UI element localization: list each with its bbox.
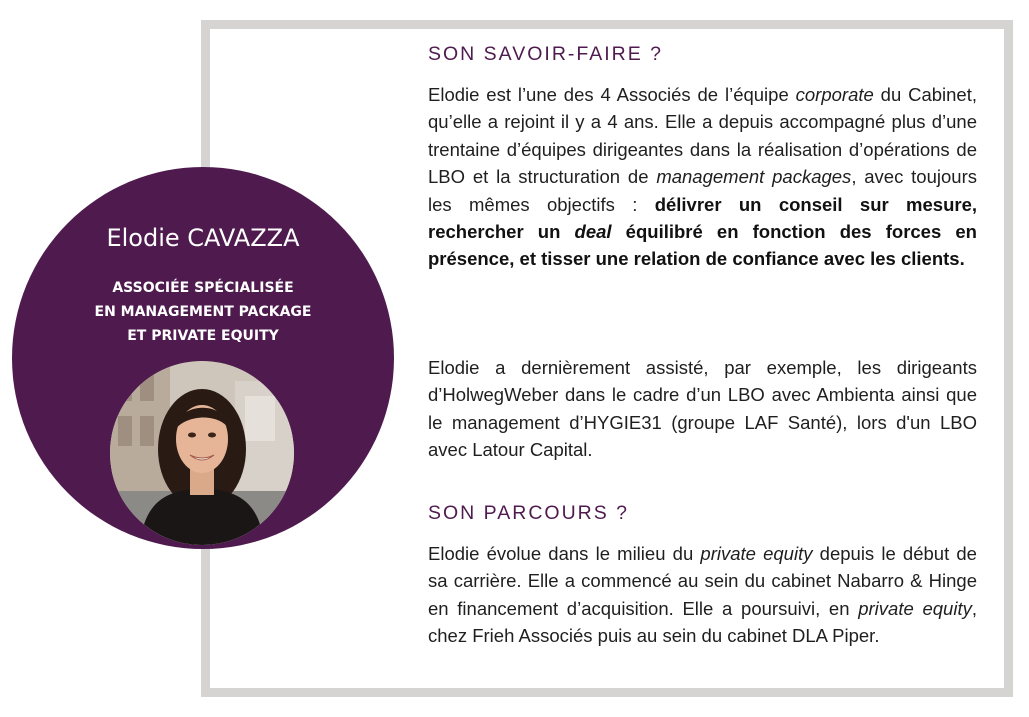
portrait-illustration <box>110 361 294 545</box>
italic-span: private equity <box>858 597 972 619</box>
profile-name: Elodie CAVAZZA <box>106 224 300 252</box>
text-span: , avec toujours les mêmes objectifs : <box>428 166 977 215</box>
text-span: , chez Frieh Associés puis au sein du cabinet DLA Piper. <box>428 597 977 647</box>
savoir-faire-paragraph <box>428 81 977 273</box>
italic-span: private equity <box>700 543 813 564</box>
bold-italic-span: deal <box>574 221 612 243</box>
bold-span: délivrer un conseil sur mesure, rechercher un <box>428 193 977 243</box>
text-span: Elodie évolue dans le milieu du <box>428 543 701 564</box>
profile-photo <box>110 361 294 545</box>
role-line: EN MANAGEMENT PACKAGE <box>94 304 312 320</box>
role-line: ASSOCIÉE SPÉCIALISÉE <box>112 280 294 296</box>
text-span: Elodie est l’une des 4 Associés de l’équipe <box>428 84 796 105</box>
profile-role <box>12 276 394 348</box>
section-heading-parcours: SON PARCOURS ? <box>428 502 630 524</box>
text-span: depuis le début de sa carrière. Elle a commencé au sein du cabinet Nabarro & Hinge en financement d’acquisition. Elle a poursuivi, en <box>428 543 977 619</box>
bold-span: équilibré en fonction des forces en présence, et tisser une relation de confiance avec les clients. <box>428 221 977 270</box>
section-heading-savoir-faire: SON SAVOIR-FAIRE ? <box>428 43 664 65</box>
italic-span: corporate <box>795 84 874 105</box>
parcours-paragraph <box>428 540 977 650</box>
role-line: ET PRIVATE EQUITY <box>127 328 279 344</box>
recent-deals-paragraph: Elodie a dernièrement assisté, par exemple, les dirigeants d’HolwegWeber dans le cadre d’un LBO avec Ambienta ainsi que le management d’HYGIE31 (groupe LAF Santé), lors d'un LBO avec Latour Capital. <box>428 357 977 461</box>
text-span: du Cabinet, qu’elle a rejoint il y a 4 ans. Elle a depuis accompagné plus d’une trentaine d’équipes dirigeantes dans la réalisation d’opérations de LBO et la structuration de <box>428 84 978 188</box>
profile-circle <box>12 167 394 549</box>
italic-span: management packages <box>656 166 852 188</box>
